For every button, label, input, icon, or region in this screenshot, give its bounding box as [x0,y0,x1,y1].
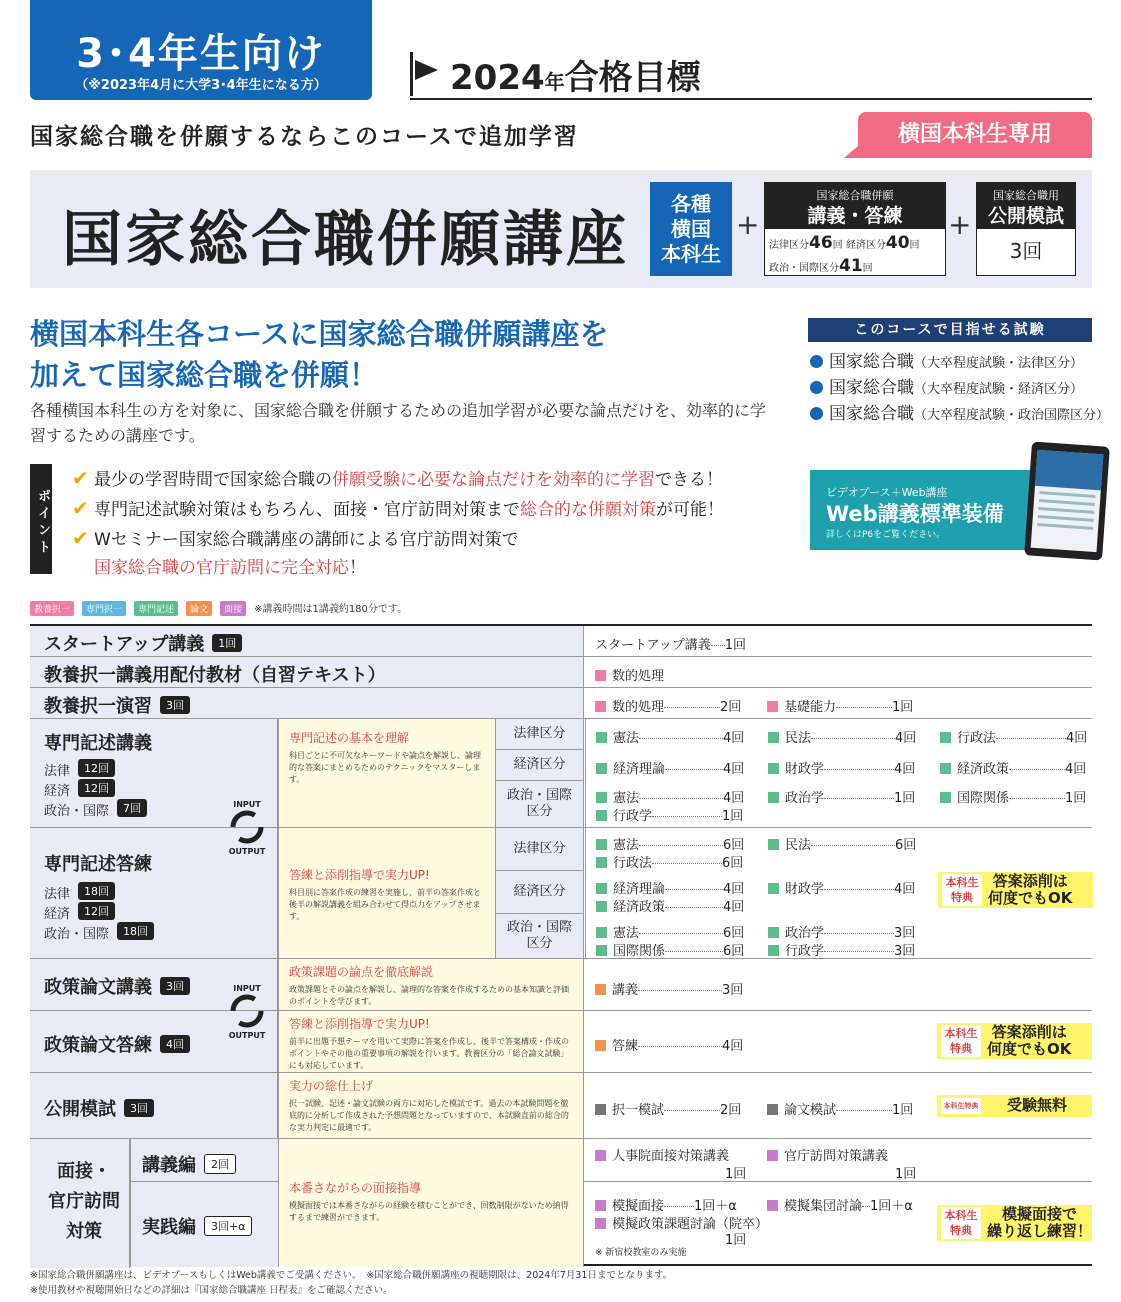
table-row: 公開模試 3回 実力の総仕上げ 択一試験、記述・論文試験の両方に対応した模試です。過去の本試験問題を徹底的に分析して作成された予想問題となっていますので、本試験直前の総合的な実力判定に最適です。 択一模試 2回 論文模試 1回 本科生特典 受験無料 [30,1073,1092,1139]
target-heading [410,44,1092,100]
course-title: 国家総合職併願講座 [62,205,629,275]
exam-item: 国家総合職（大卒程度試験・法律区分） [810,350,1109,376]
target-text [450,50,701,99]
point-item: ✔ 専門記述試験対策はもちろん、面接・官庁訪問対策まで総合的な併願対策が可能！ [72,496,725,520]
legend: 教養択一 専門択一 専門記述 論文 面接 ※講義時間は1講義約180分です。 [30,600,407,616]
exam-list [810,350,1109,428]
target-students-box: 各種 横国 本科生 [650,182,732,276]
svg-text:INPUT: INPUT [233,800,261,809]
plus-sign: + [948,208,972,241]
exam-item: 国家総合職（大卒程度試験・政治国際区分） [810,402,1109,428]
svg-text:OUTPUT: OUTPUT [228,847,266,856]
table-row: 専門記述講義 法律 12回 経済 12回 政治・国際 7回 専門記述の基本を理解 科目ごとに不可欠なキーワードや論点を解説し、論理的な答案にまとめるためのテクニックをマスターします。 法律区分 経済区分 政治・国際区分 憲法 4回 民法 4回 行政法 4回 経済理論 4回 財政学 4回 経済政策 4回 憲法 4回 政治学 1回 国際関係 1回 行政学 1回 [30,719,1092,828]
lecture-box-large: 講義・答練 [807,205,903,227]
point-item-cont: 国家総合職の官庁訪問に完全対応！ [94,558,366,578]
target-label: 合格目標 [564,58,701,98]
perk-badge: 本科生 特典 答案添削は 何度でもOK [938,872,1093,908]
check-icon: ✔ [72,466,89,490]
grade-sub: （※2023年4月に大学3･4年生になる方） [75,78,327,93]
point-item: ✔ Wセミナー国家総合職講座の講師による官庁訪問対策で [72,526,519,550]
web-lecture-banner[interactable]: ビデオブース＋Web講座 Web講義標準装備 詳しくはP6をご覧ください。 [810,470,1094,550]
grade-main: 3･4年生向け [76,31,326,77]
perk-badge: 本科生 特典 模擬面接で 繰り返し練習！ [937,1205,1092,1241]
curriculum-table [30,624,1092,1266]
points-label: ポイント [30,464,52,574]
answer-desc: 答練と添削指導で実力UP! 科目別に答案作成の練習を実施し、前半の答案作成と後半の解説講義を組み合わせて得点力をアップさせます。 [278,828,496,958]
lecture-box-small: 国家総合職併願 [816,189,894,202]
svg-text:OUTPUT: OUTPUT [228,1031,266,1040]
table-row: 政策論文講義 3回 政策課題の論点を徹底解説 政策課題とその論点を解説し、論理的な答案を作成するための基本知識と評価のポイントを学びます。 講義 3回 [30,959,1092,1011]
input-output-icon [218,982,276,1040]
exam-item: 国家総合職（大卒程度試験・経済区分） [810,376,1109,402]
lecture-box [764,182,946,276]
mock-box-count: 3回 [1009,239,1043,263]
table-row: スタートアップ講義 1回 スタートアップ講義 1回 [30,626,1092,657]
perk-badge: 本科生特典 受験無料 [937,1095,1092,1117]
footnotes: ※国家総合職併願講座は、ビデオブースもしくはWeb講義でご受講ください。 ※国家総合職併願講座の視聴期限は、2024年7月31日までとなります。 ※使用教材や視聴開始日などの詳細は『国家総合職講座 日程表』をご確認ください。 [30,1270,673,1296]
check-icon: ✔ [72,496,89,520]
table-row: 専門記述答練 法律 18回 経済 12回 政治・国際 18回 答練と添削指導で実力UP! 科目別に答案作成の練習を実施し、前半の答案作成と後半の解説講義を組み合わせて得点力をアップさせます。 法律区分 経済区分 政治・国際区分 憲法 6回 民法 6回 行政法 6回 経済理論 4回 財政学 4回 経済政策 4回 憲法 6回 政治学 3回 国際関係 6回 行政学 3回 本科生 特典 答案添削は 何度でもOK [30,828,1092,959]
grade-badge [30,0,372,100]
perk-badge: 本科生 特典 答案添削は 何度でもOK [937,1023,1092,1059]
exclusive-badge: 横国本科生専用 [858,112,1092,158]
table-row: 面接・ 官庁訪問 対策 講義編 2回 実践編 3回+α 本番さながらの面接指導 模擬面接では本番さながらの経験を積むことができ、回数制限がないため納得するまで練習ができます。 人事院面接対策講義 1回 官庁訪問対策講義 1回 模擬面接 1回＋α 模擬集団討論 1回＋α 模擬政策課題討論（院卒） 1回 ※ 新宿校教室のみ実施 本科生 特典 模擬面接で 繰り返し練習！ [30,1139,1092,1268]
flag-icon [410,52,440,96]
tablet-image [1024,441,1110,560]
target-year: 2024 [450,58,545,98]
svg-text:INPUT: INPUT [233,984,261,993]
table-row: 教養択一演習 3回 数的処理 2回 基礎能力 1回 [30,688,1092,719]
target-suffix: 年 [544,70,565,94]
lecture-counts: 法律区分46回 経済区分40回 政治・国際区分41回 [769,233,920,276]
mock-box [976,182,1076,276]
exam-header: このコースで目指せる試験 [808,318,1092,342]
plus-sign: + [736,208,760,241]
mock-box-small: 国家総合職用 [993,189,1059,202]
lecture-desc: 専門記述の基本を理解 科目ごとに不可欠なキーワードや論点を解説し、論理的な答案にまとめるためのテクニックをマスターします。 [278,719,496,827]
course-banner [30,170,1092,288]
check-icon: ✔ [72,526,89,550]
input-output-icon [218,798,276,856]
table-row: 政策論文答練 4回 答練と添削指導で実力UP! 前半に出題予想テーマを用いて実際に答案を作成し、後半で答案構成・作成のポイントやその他の重要事項の解説を行います。教養区分の「総合論文試験」にも対応しています。 答練 4回 本科生 特典 答案添削は 何度でもOK [30,1011,1092,1073]
points-list [72,464,724,582]
mock-box-large: 公開模試 [987,205,1064,227]
table-row: 教養択一講義用配付教材（自習テキスト） 数的処理 [30,657,1092,688]
intro-headline: 横国本科生各コースに国家総合職併願講座を 加えて国家総合職を併願！ [30,317,609,392]
intro-description: 各種横国本科生の方を対象に、国家総合職を併願するための追加学習が必要な論点だけを、効率的に学習するための講座です。 [30,401,767,445]
point-item: ✔ 最少の学習時間で国家総合職の併願受験に必要な論点だけを効率的に学習できる！ [72,466,723,490]
page-subtitle: 国家総合職を併願するならこのコースで追加学習 [30,124,579,150]
